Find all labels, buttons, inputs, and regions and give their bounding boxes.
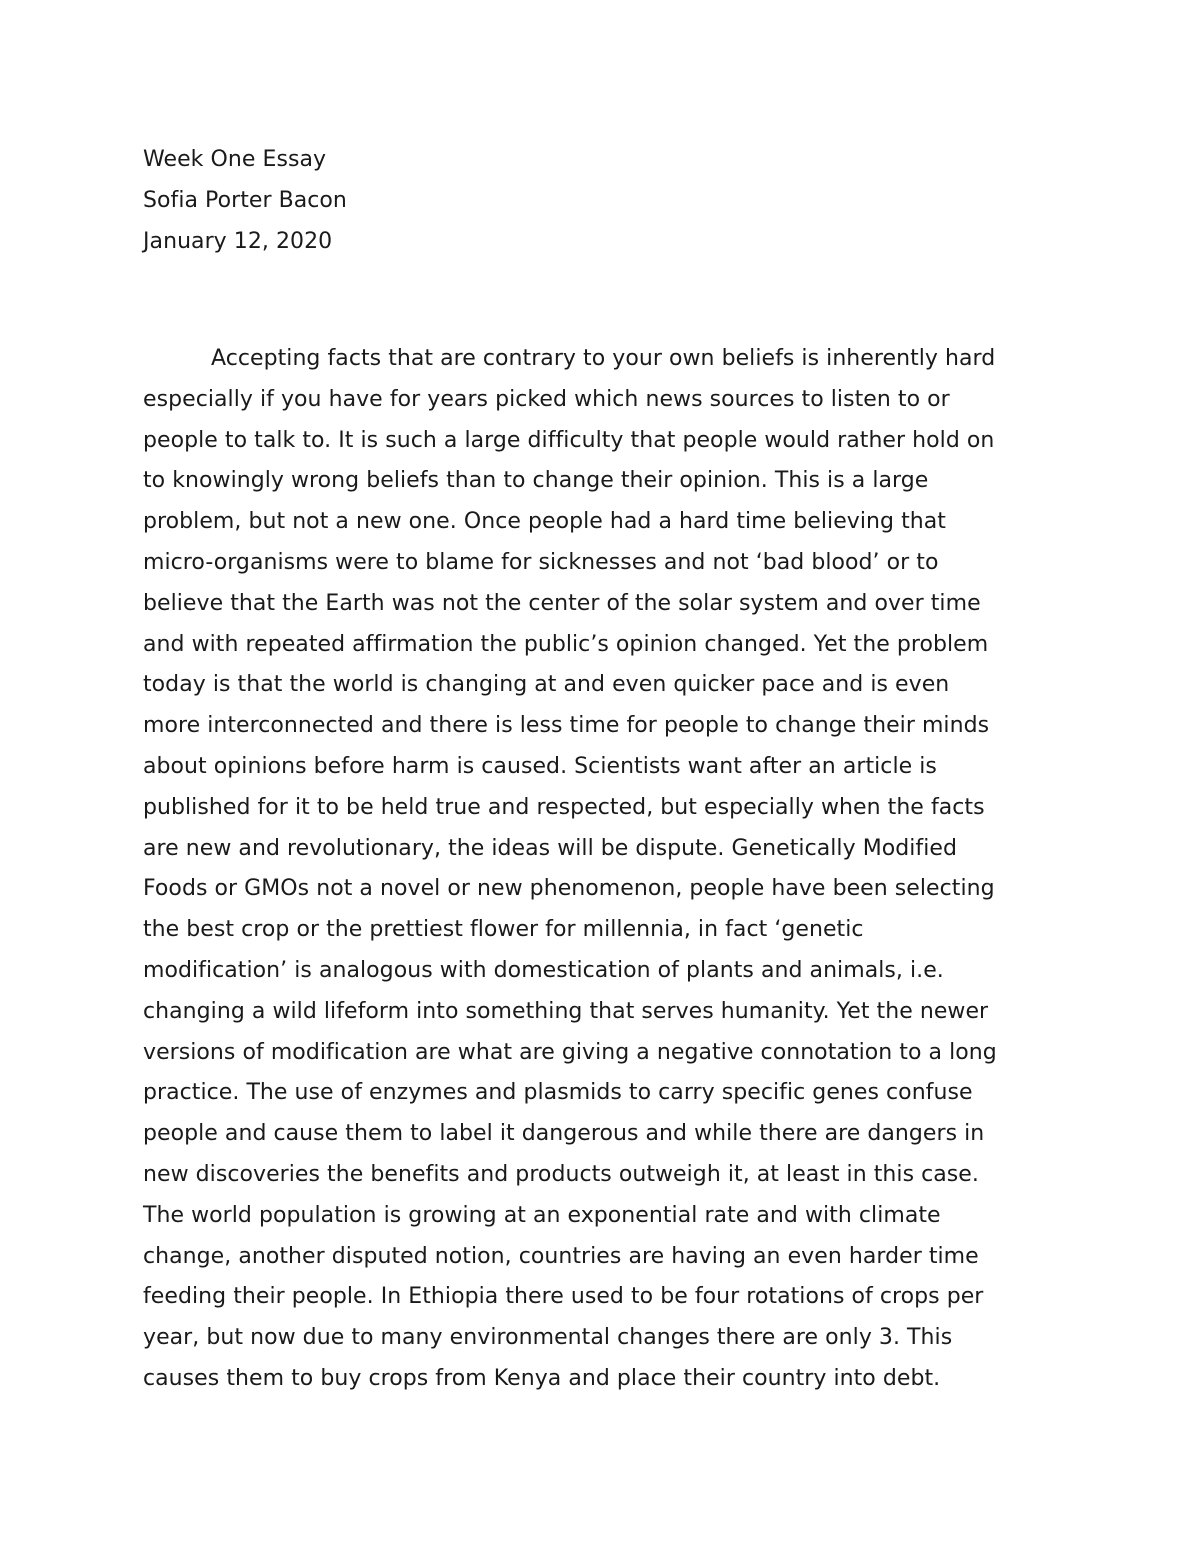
- paragraph-line: change, another disputed notion, countries are having an even harder time: [143, 1243, 979, 1269]
- paragraph-line: believe that the Earth was not the center of the solar system and over time: [143, 590, 981, 616]
- paragraph-line: versions of modification are what are giving a negative connotation to a long: [143, 1039, 997, 1065]
- essay-date: January 12, 2020: [143, 229, 333, 254]
- paragraph-line: year, but now due to many environmental changes there are only 3. This: [143, 1325, 953, 1351]
- paragraph-line: to knowingly wrong beliefs than to change their opinion. This is a large: [143, 468, 929, 494]
- essay-header: [143, 139, 347, 262]
- paragraph-line: The world population is growing at an exponential rate and with climate: [143, 1202, 941, 1228]
- paragraph-line: Foods or GMOs not a novel or new phenomenon, people have been selecting: [143, 876, 995, 902]
- paragraph-line: micro-organisms were to blame for sicknesses and not ‘bad blood’ or to: [143, 549, 939, 575]
- paragraph-line: and with repeated affirmation the public’s opinion changed. Yet the problem: [143, 631, 989, 657]
- paragraph-line: people to talk to. It is such a large difficulty that people would rather hold on: [143, 427, 995, 453]
- essay-paragraph: [143, 339, 1063, 1400]
- paragraph-line: the best crop or the prettiest flower for millennia, in fact ‘genetic: [143, 917, 864, 943]
- author-name: Sofia Porter Bacon: [143, 188, 347, 213]
- paragraph-line: are new and revolutionary, the ideas will be dispute. Genetically Modified: [143, 835, 957, 861]
- paragraph-line: causes them to buy crops from Kenya and place their country into debt.: [143, 1365, 941, 1391]
- paragraph-line: new discoveries the benefits and products outweigh it, at least in this case.: [143, 1161, 979, 1187]
- essay-title: Week One Essay: [143, 147, 327, 172]
- paragraph-line: changing a wild lifeform into something that serves humanity. Yet the newer: [143, 998, 989, 1024]
- paragraph-line: problem, but not a new one. Once people had a hard time believing that: [143, 509, 946, 535]
- paragraph-line: practice. The use of enzymes and plasmids to carry specific genes confuse: [143, 1080, 973, 1106]
- paragraph-line: more interconnected and there is less time for people to change their minds: [143, 713, 990, 739]
- paragraph-line: Accepting facts that are contrary to your own beliefs is inherently hard: [211, 346, 996, 371]
- paragraph-line: about opinions before harm is caused. Scientists want after an article is: [143, 753, 937, 779]
- paragraph-line: published for it to be held true and respected, but especially when the facts: [143, 794, 985, 820]
- paragraph-line: today is that the world is changing at and even quicker pace and is even: [143, 672, 950, 698]
- paragraph-line: feeding their people. In Ethiopia there used to be four rotations of crops per: [143, 1284, 984, 1310]
- paragraph-line: especially if you have for years picked which news sources to listen to or: [143, 386, 950, 412]
- paragraph-line: people and cause them to label it dangerous and while there are dangers in: [143, 1121, 985, 1147]
- paragraph-line: modification’ is analogous with domestication of plants and animals, i.e.: [143, 957, 944, 983]
